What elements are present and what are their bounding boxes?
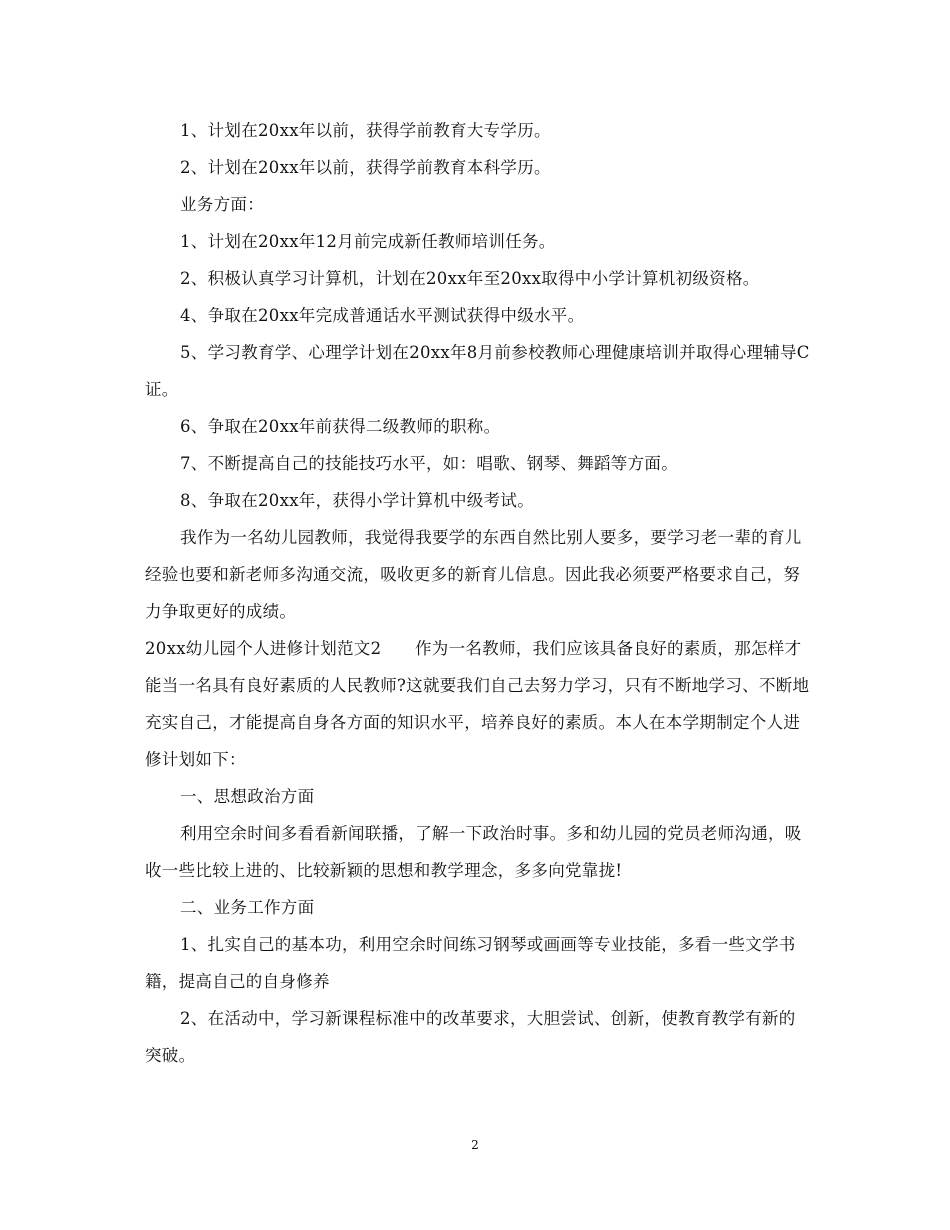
document-body	[145, 112, 810, 1074]
page-number: 2	[471, 1138, 479, 1152]
section-heading: 一、思想政治方面	[180, 787, 315, 806]
paragraph: 4、争取在20xx年完成普通话水平测试获得中级水平。	[180, 306, 585, 325]
paragraph: 2、积极认真学习计算机，计划在20xx年至20xx取得中小学计算机初级资格。	[180, 269, 760, 288]
paragraph: 1、计划在20xx年12月前完成新任教师培训任务。	[180, 232, 556, 251]
paragraph: 7、不断提高自己的技能技巧水平，如：唱歌、钢琴、舞蹈等方面。	[180, 454, 678, 473]
paragraph: 20xx幼儿园个人进修计划范文2 作为一名教师，我们应该具备良好的素质，那怎样才能当一名具有良好素质的人民教师?这就要我们自己去努力学习，只有不断地学习、不断地充实自己，才能提高自身各方面的知识水平，培养良好的素质。本人在本学期制定个人进修计划如下：	[145, 639, 810, 769]
paragraph: 1、计划在20xx年以前，获得学前教育大专学历。	[180, 121, 551, 140]
section-heading: 业务方面：	[180, 195, 264, 214]
paragraph: 我作为一名幼儿园教师，我觉得我要学的东西自然比别人要多，要学习老一辈的育儿经验也要和新老师多沟通交流，吸收更多的新育儿信息。因此我必须要严格要求自己，努力争取更好的成绩。	[145, 528, 802, 621]
paragraph: 8、争取在20xx年，获得小学计算机中级考试。	[180, 491, 535, 510]
paragraph: 利用空余时间多看看新闻联播，了解一下政治时事。多和幼儿园的党员老师沟通，吸收一些比较上进的、比较新颖的思想和教学理念，多多向党靠拢!	[145, 824, 802, 880]
paragraph: 1、扎实自己的基本功，利用空余时间练习钢琴或画画等专业技能，多看一些文学书籍，提高自己的自身修养	[145, 935, 796, 991]
paragraph: 6、争取在20xx年前获得二级教师的职称。	[180, 417, 501, 436]
section-heading: 二、业务工作方面	[180, 898, 315, 917]
paragraph: 2、在活动中，学习新课程标准中的改革要求，大胆尝试、创新，使教育教学有新的突破。	[145, 1009, 796, 1065]
paragraph: 5、学习教育学、心理学计划在20xx年8月前参校教师心理健康培训并取得心理辅导C证。	[145, 343, 810, 399]
paragraph: 2、计划在20xx年以前，获得学前教育本科学历。	[180, 158, 551, 177]
